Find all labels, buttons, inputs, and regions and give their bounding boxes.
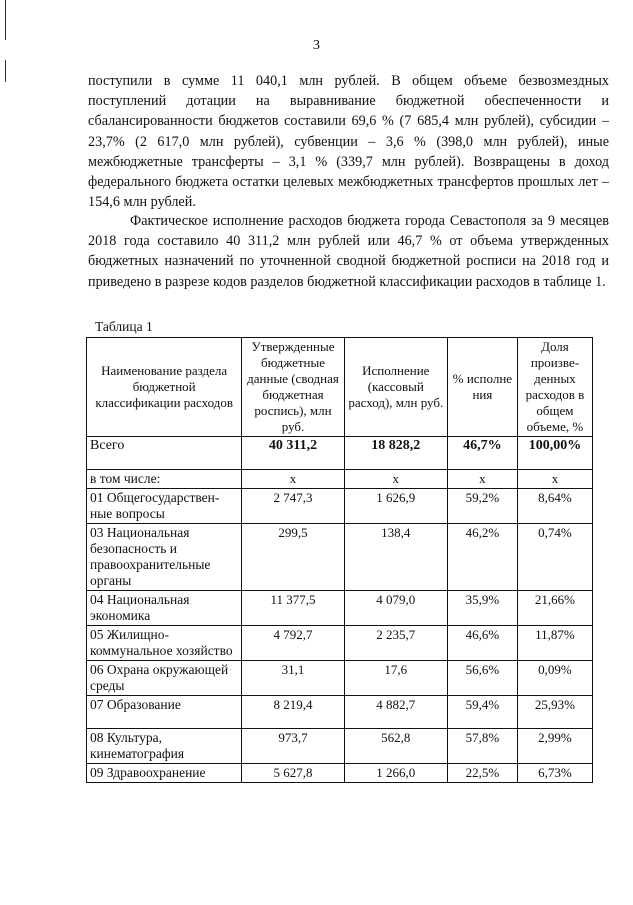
header-section-name: Наименование раздела бюджетной классификации расходов bbox=[87, 338, 242, 437]
table-row-total bbox=[87, 437, 593, 470]
cell-percent: 59,2% bbox=[447, 489, 517, 524]
cell-percent: x bbox=[447, 470, 517, 489]
table-row bbox=[87, 524, 593, 591]
cell-approved: x bbox=[242, 470, 344, 489]
cell-percent: 59,4% bbox=[447, 696, 517, 729]
cell-share: 0,09% bbox=[517, 661, 592, 696]
table-row bbox=[87, 764, 593, 783]
table-row-including bbox=[87, 470, 593, 489]
scan-edge-mark bbox=[5, 60, 6, 82]
table-row bbox=[87, 661, 593, 696]
table-row bbox=[87, 729, 593, 764]
cell-executed: x bbox=[344, 470, 447, 489]
cell-name: 07 Образование bbox=[87, 696, 242, 729]
cell-name: 03 Национальная безопасность и правоохранительные органы bbox=[87, 524, 242, 591]
cell-executed: 17,6 bbox=[344, 661, 447, 696]
cell-executed: 4 882,7 bbox=[344, 696, 447, 729]
cell-executed: 4 079,0 bbox=[344, 591, 447, 626]
cell-approved: 2 747,3 bbox=[242, 489, 344, 524]
cell-name: 06 Охрана окружающей среды bbox=[87, 661, 242, 696]
cell-percent: 46,6% bbox=[447, 626, 517, 661]
cell-approved: 973,7 bbox=[242, 729, 344, 764]
cell-executed: 1 626,9 bbox=[344, 489, 447, 524]
table-row bbox=[87, 591, 593, 626]
cell-share: 25,93% bbox=[517, 696, 592, 729]
paragraph-revenue: поступили в сумме 11 040,1 млн рублей. В общем объеме безвозмездных поступлений дотации на выравнивание бюджетной обеспеченности и сбалансированности бюджетов составили 69,6 % (7 685,4 млн рублей), субсидии – 23,7% (2 617,0 млн рублей), субвенции – 3,6 % (398,0 млн рублей), иные межбюджетные трансферты – 3,1 % (339,7 млн рублей). Возвращены в доход федерального бюджета остатки целевых межбюджетных трансфертов прошлых лет – 154,6 млн рублей. bbox=[88, 73, 609, 211]
cell-executed: 562,8 bbox=[344, 729, 447, 764]
cell-executed: 138,4 bbox=[344, 524, 447, 591]
header-executed: Исполнение (кассовый расход), млн руб. bbox=[344, 338, 447, 437]
cell-share: 11,87% bbox=[517, 626, 592, 661]
cell-approved: 5 627,8 bbox=[242, 764, 344, 783]
cell-percent: 22,5% bbox=[447, 764, 517, 783]
cell-approved: 299,5 bbox=[242, 524, 344, 591]
cell-percent: 57,8% bbox=[447, 729, 517, 764]
scan-edge-mark bbox=[5, 0, 6, 40]
page-number: 3 bbox=[313, 38, 320, 53]
cell-share: 2,99% bbox=[517, 729, 592, 764]
cell-share: 100,00% bbox=[517, 437, 592, 470]
cell-approved: 31,1 bbox=[242, 661, 344, 696]
cell-approved: 40 311,2 bbox=[242, 437, 344, 470]
cell-approved: 4 792,7 bbox=[242, 626, 344, 661]
cell-approved: 11 377,5 bbox=[242, 591, 344, 626]
cell-name: 01 Общегосударствен- ные вопросы bbox=[87, 489, 242, 524]
header-approved: Утвержденные бюджетные данные (сводная бюджетная роспись), млн руб. bbox=[242, 338, 344, 437]
cell-percent: 46,7% bbox=[447, 437, 517, 470]
cell-name: в том числе: bbox=[87, 470, 242, 489]
cell-share: x bbox=[517, 470, 592, 489]
cell-executed: 1 266,0 bbox=[344, 764, 447, 783]
header-share: Доля произве- денных расходов в общем объеме, % bbox=[517, 338, 592, 437]
cell-executed: 18 828,2 bbox=[344, 437, 447, 470]
table-row bbox=[87, 696, 593, 729]
table-header-row bbox=[87, 338, 593, 437]
paragraph-expenditure: Фактическое исполнение расходов бюджета города Севастополя за 9 месяцев 2018 года составило 40 311,2 млн рублей или 46,7 % от объема утвержденных бюджетных назначений по уточненной сводной бюджетной росписи на 2018 год и приведено в разрезе кодов разделов бюджетной классификации расходов в таблице 1. bbox=[88, 213, 609, 290]
header-percent: % исполне ния bbox=[447, 338, 517, 437]
cell-name: 08 Культура, кинематография bbox=[87, 729, 242, 764]
cell-percent: 46,2% bbox=[447, 524, 517, 591]
cell-share: 0,74% bbox=[517, 524, 592, 591]
cell-executed: 2 235,7 bbox=[344, 626, 447, 661]
cell-share: 6,73% bbox=[517, 764, 592, 783]
cell-share: 21,66% bbox=[517, 591, 592, 626]
table-row bbox=[87, 489, 593, 524]
cell-share: 8,64% bbox=[517, 489, 592, 524]
table-caption: Таблица 1 bbox=[95, 319, 153, 334]
cell-approved: 8 219,4 bbox=[242, 696, 344, 729]
cell-name: 09 Здравоохранение bbox=[87, 764, 242, 783]
cell-percent: 56,6% bbox=[447, 661, 517, 696]
cell-name: 05 Жилищно- коммунальное хозяйство bbox=[87, 626, 242, 661]
cell-name: Всего bbox=[87, 437, 242, 470]
cell-percent: 35,9% bbox=[447, 591, 517, 626]
budget-execution-table bbox=[86, 337, 593, 783]
table-row bbox=[87, 626, 593, 661]
cell-name: 04 Национальная экономика bbox=[87, 591, 242, 626]
